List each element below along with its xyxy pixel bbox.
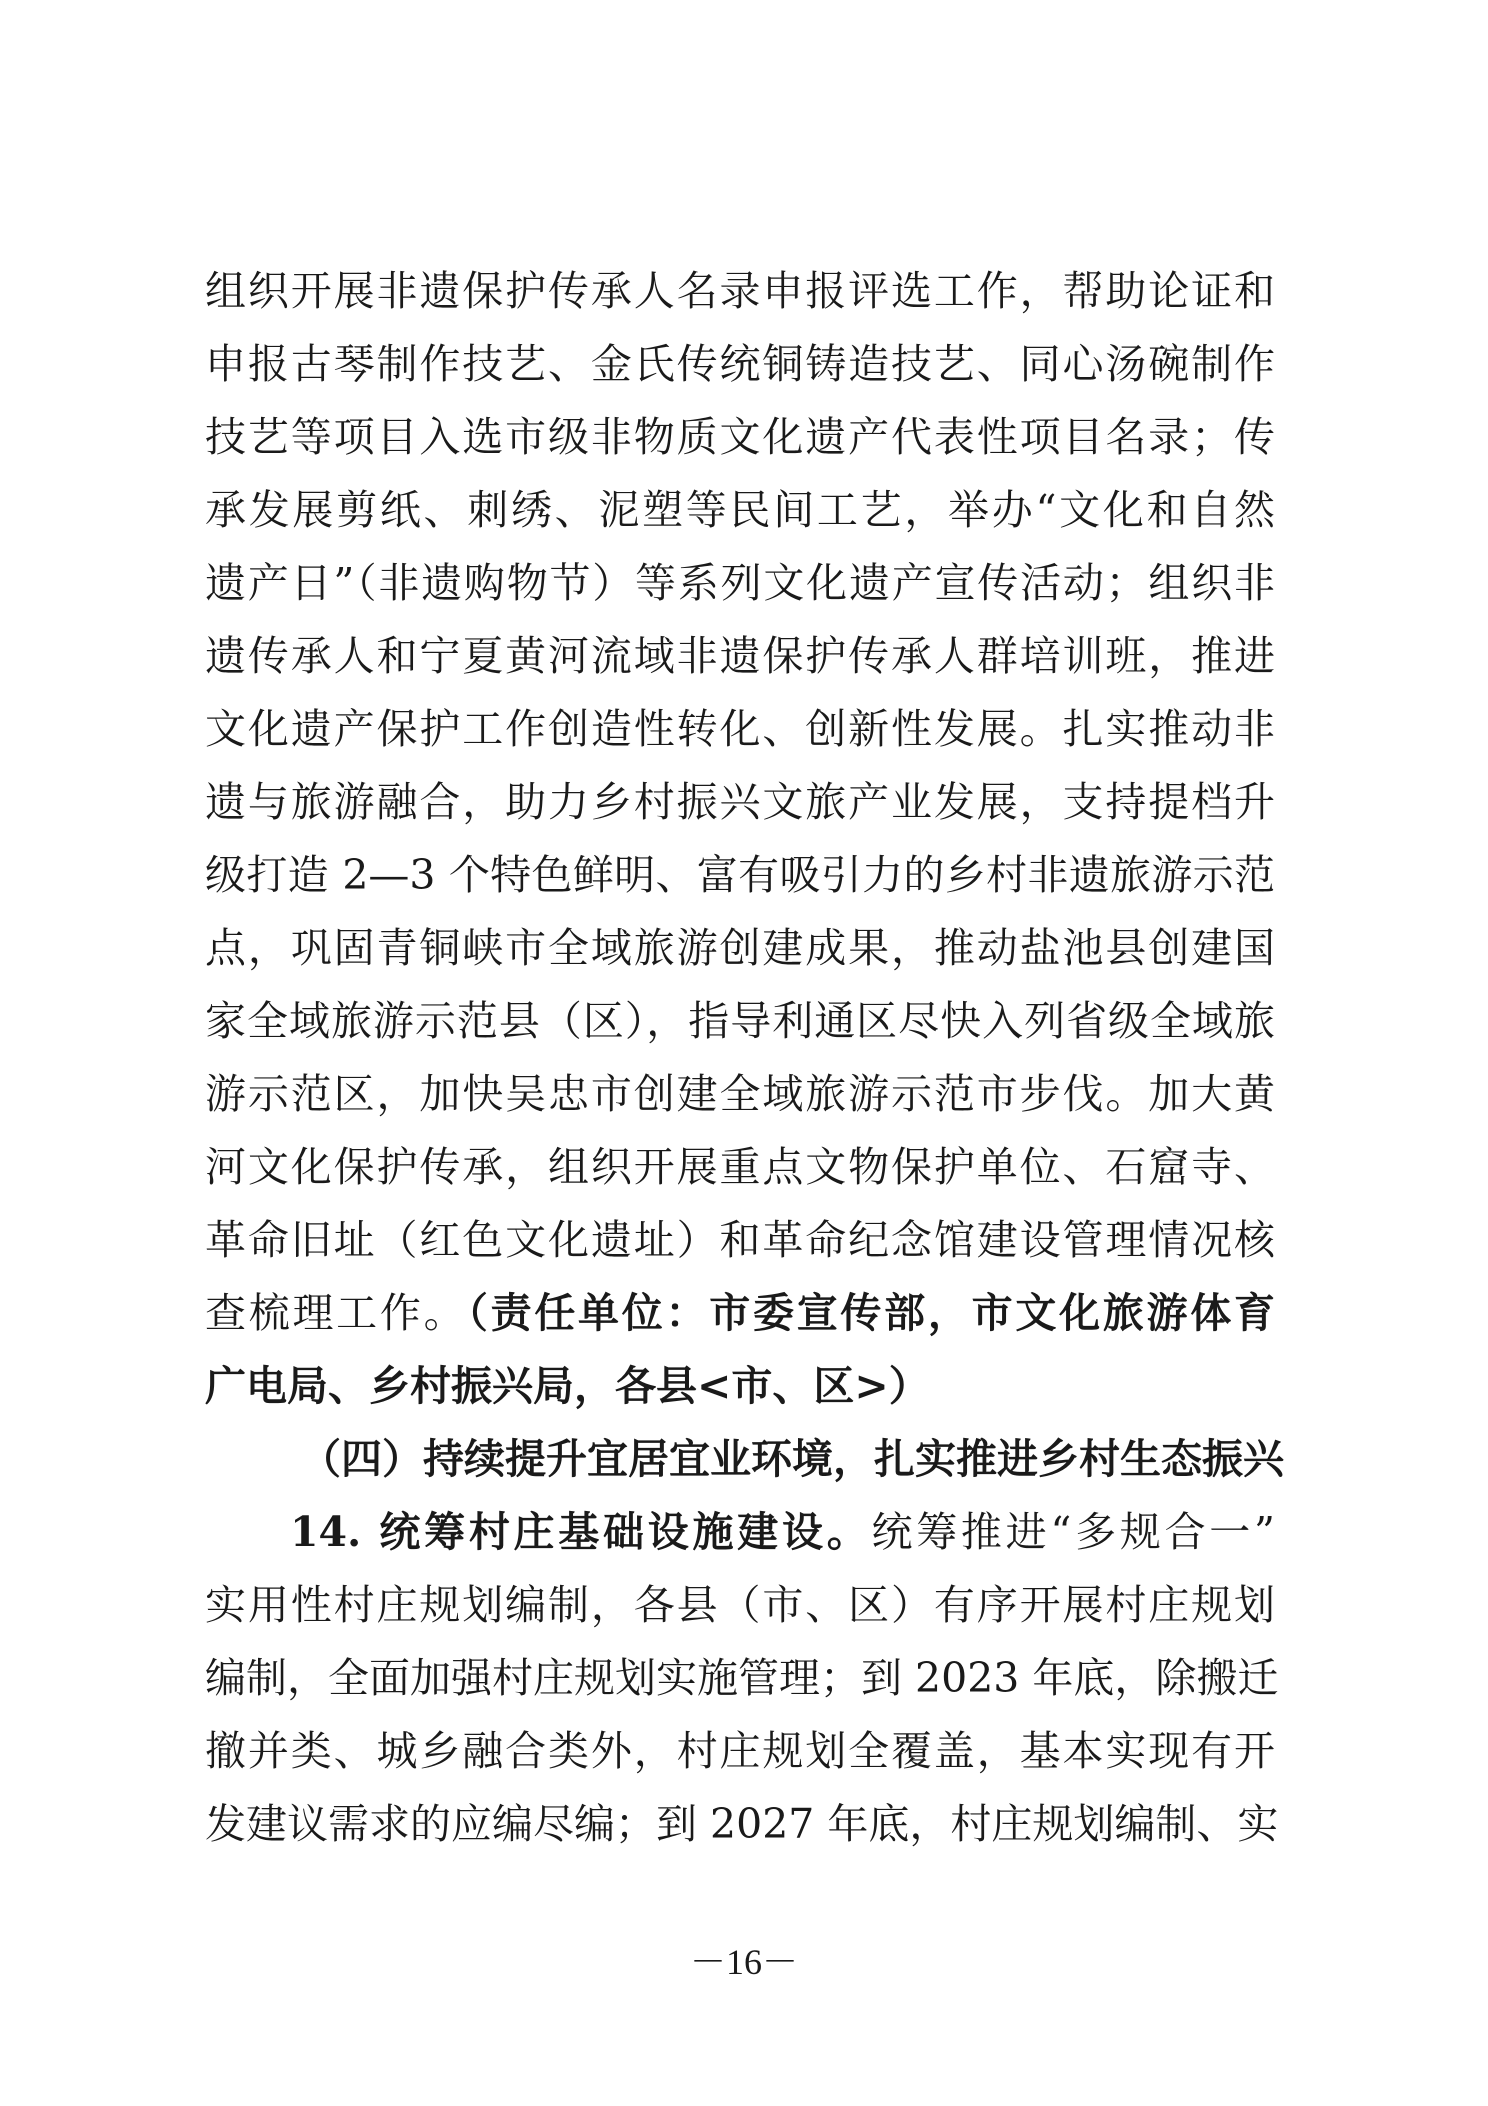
body-text-line: 革命旧址（红色文化遗址）和革命纪念馆建设管理情况核	[205, 1216, 1275, 1264]
item-14-text-line: 发建议需求的应编尽编；到 2027 年底，村庄规划编制、实	[205, 1800, 1279, 1848]
item-14-text-line: 编制，全面加强村庄规划实施管理；到 2023 年底，除搬迁	[205, 1654, 1279, 1702]
body-text-line: 技艺等项目入选市级非物质文化遗产代表性项目名录；传	[205, 413, 1275, 461]
item-14-text-line: 实用性村庄规划编制，各县（市、区）有序开展村庄规划	[205, 1581, 1275, 1629]
body-text-line: 遗产日”（非遗购物节）等系列文化遗产宣传活动；组织非	[205, 559, 1275, 607]
body-text-line: 级打造 2—3 个特色鲜明、富有吸引力的乡村非遗旅游示范	[205, 851, 1275, 899]
responsibility-units-continued: 广电局、乡村振兴局，各县<市、区>）	[205, 1362, 930, 1410]
body-text-line: 游示范区，加快吴忠市创建全域旅游示范市步伐。加大黄	[205, 1070, 1275, 1118]
body-text-line: 承发展剪纸、刺绣、泥塑等民间工艺，举办“文化和自然	[205, 486, 1275, 534]
body-text-line: 遗传承人和宁夏黄河流域非遗保护传承人群培训班，推进	[205, 632, 1275, 680]
body-text-line: 家全域旅游示范县（区），指导利通区尽快入列省级全域旅	[205, 997, 1275, 1045]
body-text-line: 河文化保护传承，组织开展重点文物保护单位、石窟寺、	[205, 1143, 1275, 1191]
item-14-text-line: 撤并类、城乡融合类外，村庄规划全覆盖，基本实现有开	[205, 1727, 1275, 1775]
responsibility-line	[205, 1288, 1275, 1338]
body-text-line: 遗与旅游融合，助力乡村振兴文旅产业发展，支持提档升	[205, 778, 1275, 826]
body-text-line: 文化遗产保护工作创造性转化、创新性发展。扎实推动非	[205, 705, 1275, 753]
responsibility-units: （责任单位：市委宣传部，市文化旅游体育	[467, 1289, 1275, 1337]
body-text-line: 组织开展非遗保护传承人名录申报评选工作，帮助论证和	[205, 267, 1275, 315]
item-14-lead: 统筹推进“多规合一”	[871, 1508, 1276, 1556]
item-14-title: 14. 统筹村庄基础设施建设。	[290, 1508, 872, 1556]
section-heading: （四）持续提升宜居宜业环境，扎实推进乡村生态振兴	[300, 1435, 1284, 1483]
body-text-line: 点，巩固青铜峡市全域旅游创建成果，推动盐池县创建国	[205, 924, 1275, 972]
body-text-line: 申报古琴制作技艺、金氏传统铜铸造技艺、同心汤碗制作	[205, 340, 1275, 388]
page-number: －16－	[689, 1942, 798, 1982]
closing-text: 查梳理工作。	[205, 1289, 468, 1337]
item-14-first-line	[290, 1507, 1275, 1557]
